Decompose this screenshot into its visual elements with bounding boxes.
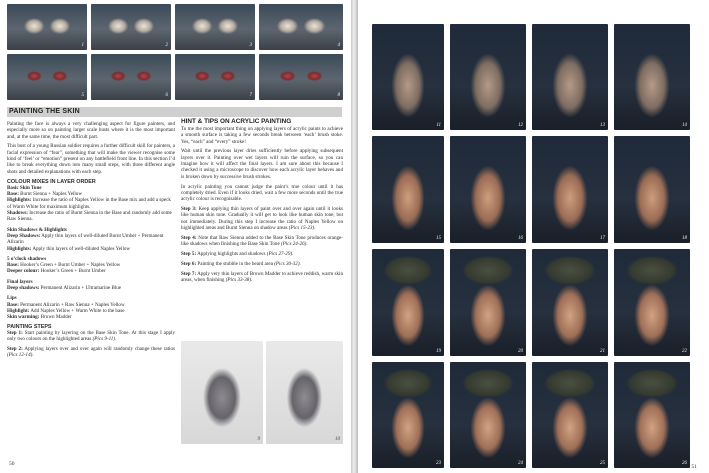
- mix-line: Deep Shadows: Apply thin layers of well-diluted Burnt Umber + Permanent Alizarin: [7, 232, 164, 246]
- mix-line: Skin warming: Brown Madder: [7, 314, 72, 321]
- photo-10: [266, 341, 343, 444]
- photo-2: [91, 4, 171, 50]
- photo-number: 10: [335, 437, 340, 442]
- mix-line: Base: Burnt Sienna + Naples Yellow: [7, 191, 83, 198]
- photo-number: 17: [600, 236, 605, 241]
- photo-9: [181, 341, 263, 444]
- step-paragraph: Step 4: Note that Raw Sienna added to the Base Skin Tone produces orange-like shadows when finishing the Base Skin Tone (Pics 24-26).: [181, 234, 343, 248]
- photo-24: [450, 362, 526, 468]
- hint-paragraph: To me the most important thing on applying layers of acrylic paints to achieve a smooth surface is taking a few seconds break between ‘each’ brush stoke. Yes, “each” and “every” stroke!: [181, 126, 343, 145]
- photo-number: 16: [518, 236, 523, 241]
- left-page: [0, 0, 351, 473]
- mix-line: Base: Permanent Alizarin + Raw Sienna + Naples Yellow: [7, 301, 125, 308]
- left-text-column: [7, 121, 175, 362]
- lips-heading: Lips: [7, 295, 17, 302]
- photo-number: 15: [436, 236, 441, 241]
- photo-22: [614, 249, 690, 356]
- step-paragraph: Step 6: Painting the stubble in the beard area (Pics 30-32).: [181, 260, 301, 267]
- hint-text-column: [181, 126, 343, 287]
- shadows-heading: Skin Shadows & Highlights: [7, 226, 67, 233]
- photo-number: 1: [81, 43, 84, 48]
- photo-5: [7, 54, 87, 100]
- page-number: 51: [691, 464, 697, 470]
- steps-heading: PAINTING STEPS: [7, 323, 52, 330]
- photo-12: [450, 24, 526, 130]
- photo-20: [450, 249, 526, 356]
- photo-4: [259, 4, 343, 50]
- photo-6: [91, 54, 171, 100]
- step-paragraph: Step 7: Apply very thin layers of Brown Madder to achieve reddish, warm skin areas, when finishing (Pics 33-38).: [181, 270, 343, 284]
- basic-heading: Basic Skin Tone: [7, 184, 42, 191]
- book-gutter: [351, 0, 358, 473]
- photo-21: [532, 249, 608, 356]
- oclock-heading: 5 o’clock shadows: [7, 255, 47, 262]
- hint-title: HINT & TIPS ON ACRYLIC PAINTING: [181, 118, 292, 125]
- mix-line: Deeper colour: Hooker’s Green + Burnt Umber: [7, 268, 106, 275]
- photo-number: 12: [518, 123, 523, 128]
- hint-paragraph: In acrylic painting you cannot judge the paint’s true colour until it has completely dried. Even if it looks dried, wait a few more seconds until the true acrylic colour is recognisable.: [181, 183, 343, 203]
- mix-line: Highlight: Add Naples Yellow + Warm White to the base: [7, 307, 125, 314]
- mix-line: Highlights: Apply thin layers of well-diluted Naples Yellow: [7, 245, 131, 252]
- photo-number: 2: [165, 43, 168, 48]
- photo-18: [614, 136, 690, 243]
- final-heading: Final layers: [7, 278, 33, 285]
- step-paragraph: Step 1: Start painting by layering on the Base Skin Tone. At this stage I apply only two colours on the highlighted areas (Pics 9-11).: [7, 329, 176, 343]
- section-title: PAINTING THE SKIN: [9, 108, 80, 115]
- photo-7: [175, 54, 255, 100]
- step-paragraph: Step 2: Applying layers over and over again will randomly change these ratios (Pics 12-14).: [7, 345, 175, 359]
- intro-paragraph: Painting the face is always a very challenging aspect for figure painters, and especially more so on painting larger scale busts where it is the most important and, at the same time, the most difficult part.: [7, 121, 175, 140]
- photo-number: 8: [337, 93, 340, 98]
- photo-19: [372, 249, 444, 356]
- photo-14: [614, 24, 690, 130]
- step-paragraph: Step 5: Applying highlights and shadows (Pics 27-29).: [181, 251, 294, 258]
- photo-17: [532, 136, 608, 243]
- mix-line: Shadows: Increase the ratio of Burnt Sienna in the Base and randomly add some Raw Sienna.: [7, 210, 172, 223]
- photo-number: 14: [682, 123, 687, 128]
- photo-26: [614, 362, 690, 468]
- photo-25: [532, 362, 608, 468]
- photo-number: 24: [518, 461, 523, 466]
- mix-line: Base: Hooker’s Green + Burnt Umber + Naples Yellow: [7, 262, 121, 269]
- right-page: [358, 0, 709, 473]
- photo-3: [175, 4, 255, 50]
- photo-number: 6: [165, 93, 168, 98]
- photo-number: 19: [436, 349, 441, 354]
- photo-number: 7: [249, 93, 252, 98]
- photo-1: [7, 4, 87, 50]
- photo-15: [372, 136, 444, 243]
- photo-number: 25: [600, 461, 605, 466]
- photo-number: 23: [436, 461, 441, 466]
- intro-paragraph: This bust of a young Russian soldier requires a further difficult skill for painters, a facial expression of “fear”, something that will make the viewer recognise some kind of ‘feel’ or “emotion” present on any battlefield front line. In this section I’d like to break everything down into many small steps, with three different angle shots and detailed explanations with each step.: [7, 143, 175, 175]
- photo-11: [372, 24, 444, 130]
- page-number: 50: [9, 461, 15, 467]
- photo-number: 9: [257, 437, 260, 442]
- photo-number: 5: [81, 93, 84, 98]
- photo-number: 26: [682, 461, 687, 466]
- mixes-heading: COLOUR MIXES IN LAYER ORDER: [7, 178, 96, 185]
- photo-number: 18: [682, 236, 687, 241]
- photo-number: 20: [518, 349, 523, 354]
- mix-line: Highlights: Increase the ratio of Naples Yellow in the Base mix and add a speck of Warm White for maximum highlights.: [7, 197, 171, 210]
- photo-number: 11: [436, 123, 441, 128]
- photo-number: 4: [337, 43, 340, 48]
- photo-16: [450, 136, 526, 243]
- photo-number: 13: [600, 123, 605, 128]
- photo-13: [532, 24, 608, 130]
- photo-number: 21: [600, 349, 605, 354]
- mix-line: Deep shadows: Permanent Alizarin + Ultramarine Blue: [7, 285, 122, 292]
- photo-8: [259, 54, 343, 100]
- step-paragraph: Step 3: Keep applying thin layers of paint over and over again until it looks like human skin tone. Gradually it will get to look like human skin tone, but not immediately. During this step I increase the ratio of Naples Yellow on highlighted areas and Burnt Sienna on shadow areas (Pics 15-23).: [181, 206, 344, 231]
- photo-number: 22: [682, 349, 687, 354]
- photo-number: 3: [249, 43, 252, 48]
- photo-23: [372, 362, 444, 468]
- hint-paragraph: Wait until the previous layer dries sufficiently before applying subsequent layers over it. Painting over wet layers will ruin the surface, so you can imagine how it will affect the final layers. I am sure about this because I checked it using a microscope to discover how each acrylic layer behaves and is broken down by successive brush strokes.: [181, 148, 343, 180]
